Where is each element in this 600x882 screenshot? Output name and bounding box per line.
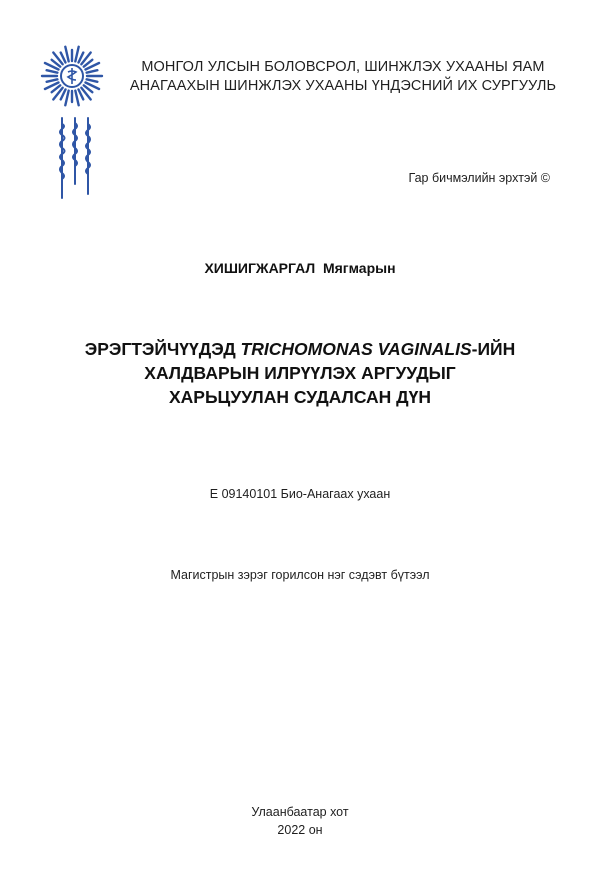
title-line-1-suffix: -ИЙН [471, 339, 516, 359]
ministry-name: МОНГОЛ УЛСЫН БОЛОВСРОЛ, ШИНЖЛЭХ УХААНЫ ЯАМ [141, 59, 545, 75]
thesis-title [40, 337, 560, 409]
emblem-ray [75, 47, 78, 62]
emblem-ray [87, 79, 98, 81]
place-and-year [0, 803, 600, 839]
specialty-code: Е 09140101 Био-Анагаах ухаан [209, 487, 391, 501]
title-line-3: ХАРЬЦУУЛАН СУДАЛСАН ДҮН [168, 387, 432, 407]
emblem-ray [47, 79, 58, 81]
title-line-1-prefix: ЭРЭГТЭЙЧҮҮДЭД [84, 339, 241, 359]
emblem-ray [75, 91, 78, 106]
title-species-name: TRICHOMONAS VAGINALIS [240, 339, 472, 359]
emblem-ray [65, 47, 68, 62]
university-name: АНАГААХЫН ШИНЖЛЭХ УХААНЫ ҮНДЭСНИЙ ИХ СУРГУУЛЬ [129, 78, 557, 94]
emblem-ray [87, 70, 98, 72]
year: 2022 он [277, 823, 323, 837]
emblem-ray [47, 70, 58, 72]
emblem-ray [65, 91, 68, 106]
title-line-2: ХАЛДВАРЫН ИЛРҮҮЛЭХ АРГУУДЫГ [144, 363, 456, 383]
mongolian-script-emblem-text [50, 114, 100, 202]
city: Улаанбаатар хот [251, 805, 349, 819]
copyright-notice: Гар бичмэлийн эрхтэй © [408, 171, 550, 185]
degree-statement: Магистрын зэрэг горилсон нэг сэдэвт бүтээл [170, 568, 430, 582]
ministry-header [118, 58, 568, 96]
title-line-1 [40, 337, 560, 361]
author-name: ХИШИГЖАРГАЛ Мягмарын [204, 260, 396, 276]
university-sun-emblem-icon [40, 44, 104, 108]
